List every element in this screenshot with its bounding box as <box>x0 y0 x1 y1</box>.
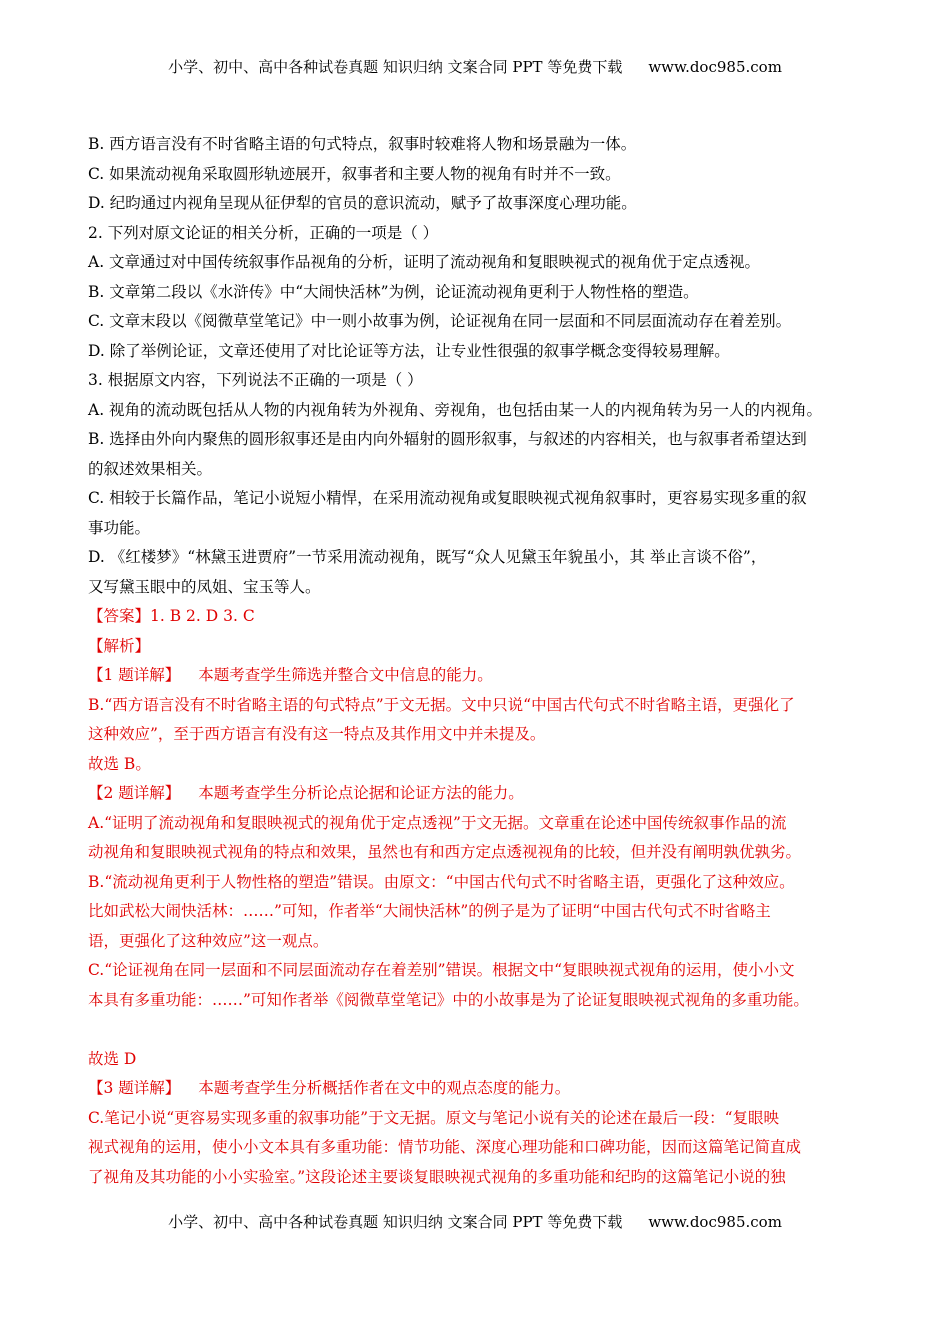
q1-option-d: D. 纪昀通过内视角呈现从征伊犁的官员的意识流动，赋予了故事深度心理功能。 <box>88 194 637 212</box>
e1-intro: 本题考查学生筛选并整合文中信息的能力。 <box>198 666 493 684</box>
page-header <box>0 57 950 77</box>
footer-text: 小学、初中、高中各种试卷真题 知识归纳 文案合同 PPT 等免费下载 <box>168 1213 623 1231</box>
blank-line <box>88 1015 868 1045</box>
q3-option-c-line1: C. 相较于长篇作品，笔记小说短小精悍，在采用流动视角或复眼映视式视角叙事时，更容易实现多重的叙 <box>88 489 807 507</box>
e1-label: 【1 题详解】 <box>88 666 181 684</box>
page-footer <box>0 1212 950 1232</box>
e2-a-line1: A.“证明了流动视角和复眼映视式的视角优于定点透视”于文无据。文章重在论述中国传统叙事作品的流 <box>88 813 787 832</box>
e2-label: 【2 题详解】 <box>88 784 181 802</box>
q2-stem: 2. 下列对原文论证的相关分析，正确的一项是（ ） <box>88 223 439 242</box>
e1-line1: B.“西方语言没有不时省略主语的句式特点”于文无据。文中只说“中国古代句式不时省略主语，更强化了 <box>88 695 795 714</box>
q3-option-d-line2: 又写黛玉眼中的凤姐、宝玉等人。 <box>88 577 321 596</box>
header-text: 小学、初中、高中各种试卷真题 知识归纳 文案合同 PPT 等免费下载 <box>168 58 623 76</box>
e3-c-line3: 了视角及其功能的小小实验室。”这段论述主要谈复眼映视式视角的多重功能和纪昀的这篇笔记小说的独 <box>88 1167 786 1186</box>
e1-conclusion: 故选 B。 <box>88 754 151 773</box>
e2-intro: 本题考查学生分析论点论据和论证方法的能力。 <box>198 784 524 802</box>
e3-intro: 本题考查学生分析概括作者在文中的观点态度的能力。 <box>198 1079 571 1097</box>
q2-option-a: A. 文章通过对中国传统叙事作品视角的分析，证明了流动视角和复眼映视式的视角优于定点透视。 <box>88 253 761 271</box>
q1-option-b: B. 西方语言没有不时省略主语的句式特点，叙事时较难将人物和场景融为一体。 <box>88 135 637 153</box>
q3-option-d-line1: D. 《红楼梦》“林黛玉进贾府”一节采用流动视角，既写“众人见黛玉年貌虽小，其 举止言谈不俗”， <box>88 548 767 566</box>
e3-c-line2: 视式视角的运用，使小小文本具有多重功能：情节功能、深度心理功能和口碑功能，因而这篇笔记简直成 <box>88 1138 802 1156</box>
analysis-label: 【解析】 <box>88 636 151 655</box>
q3-option-a: A. 视角的流动既包括从人物的内视角转为外视角、旁视角，也包括由某一人的内视角转为另一人的内视角。 <box>88 400 823 419</box>
e2-conclusion: 故选 D <box>88 1049 137 1068</box>
e3-heading <box>88 1074 868 1104</box>
q3-option-b-line2: 的叙述效果相关。 <box>88 459 213 478</box>
q2-option-b: B. 文章第二段以《水浒传》中“大闹快活林”为例，论证流动视角更利于人物性格的塑造。 <box>88 282 699 301</box>
e2-b-line1: B.“流动视角更利于人物性格的塑造”错误。由原文：“中国古代句式不时省略主语，更强化了这种效应。 <box>88 872 795 891</box>
e1-heading <box>88 661 868 691</box>
e2-b-line3: 语，更强化了这种效应”这一观点。 <box>88 931 329 950</box>
header-url[interactable]: www.doc985.com <box>648 58 782 76</box>
q3-option-c-line2: 事功能。 <box>88 518 151 537</box>
answer-text: 1. B 2. D 3. C <box>150 607 255 625</box>
q2-option-c: C. 文章末段以《阅微草堂笔记》中一则小故事为例，论证视角在同一层面和不同层面流动存在着差别。 <box>88 312 792 330</box>
e2-b-line2: 比如武松大闹快活林：……”可知，作者举“大闹快活林”的例子是为了证明“中国古代句式不时省略主 <box>88 902 771 920</box>
e1-line2: 这种效应”，至于西方语言有没有这一特点及其作用文中并未提及。 <box>88 725 546 743</box>
footer-url[interactable]: www.doc985.com <box>648 1213 782 1231</box>
document-body <box>88 130 868 1192</box>
answer-label: 【答案】 <box>88 607 151 625</box>
e2-c-line1: C.“论证视角在同一层面和不同层面流动存在着差别”错误。根据文中“复眼映视式视角的运用，使小小文 <box>88 961 795 979</box>
e3-label: 【3 题详解】 <box>88 1079 181 1097</box>
q3-stem: 3. 根据原文内容，下列说法不正确的一项是（ ） <box>88 371 423 389</box>
e2-heading <box>88 779 868 809</box>
e3-c-line1: C.笔记小说“更容易实现多重的叙事功能”于文无据。原文与笔记小说有关的论述在最后一段：“复眼映 <box>88 1108 780 1127</box>
e2-c-line2: 本具有多重功能：……”可知作者举《阅微草堂笔记》中的小故事是为了论证复眼映视式视角的多重功能。 <box>88 990 809 1009</box>
q1-option-c: C. 如果流动视角采取圆形轨迹展开，叙事者和主要人物的视角有时并不一致。 <box>88 164 621 183</box>
q3-option-b-line1: B. 选择由外向内聚焦的圆形叙事还是由内向外辐射的圆形叙事，与叙述的内容相关，也与叙事者希望达到 <box>88 430 807 448</box>
e2-a-line2: 动视角和复眼映视式视角的特点和效果，虽然也有和西方定点透视视角的比较，但并没有阐明孰优孰劣。 <box>88 843 802 861</box>
answer-line <box>88 602 868 632</box>
q2-option-d: D. 除了举例论证，文章还使用了对比论证等方法，让专业性很强的叙事学概念变得较易理解。 <box>88 341 730 360</box>
